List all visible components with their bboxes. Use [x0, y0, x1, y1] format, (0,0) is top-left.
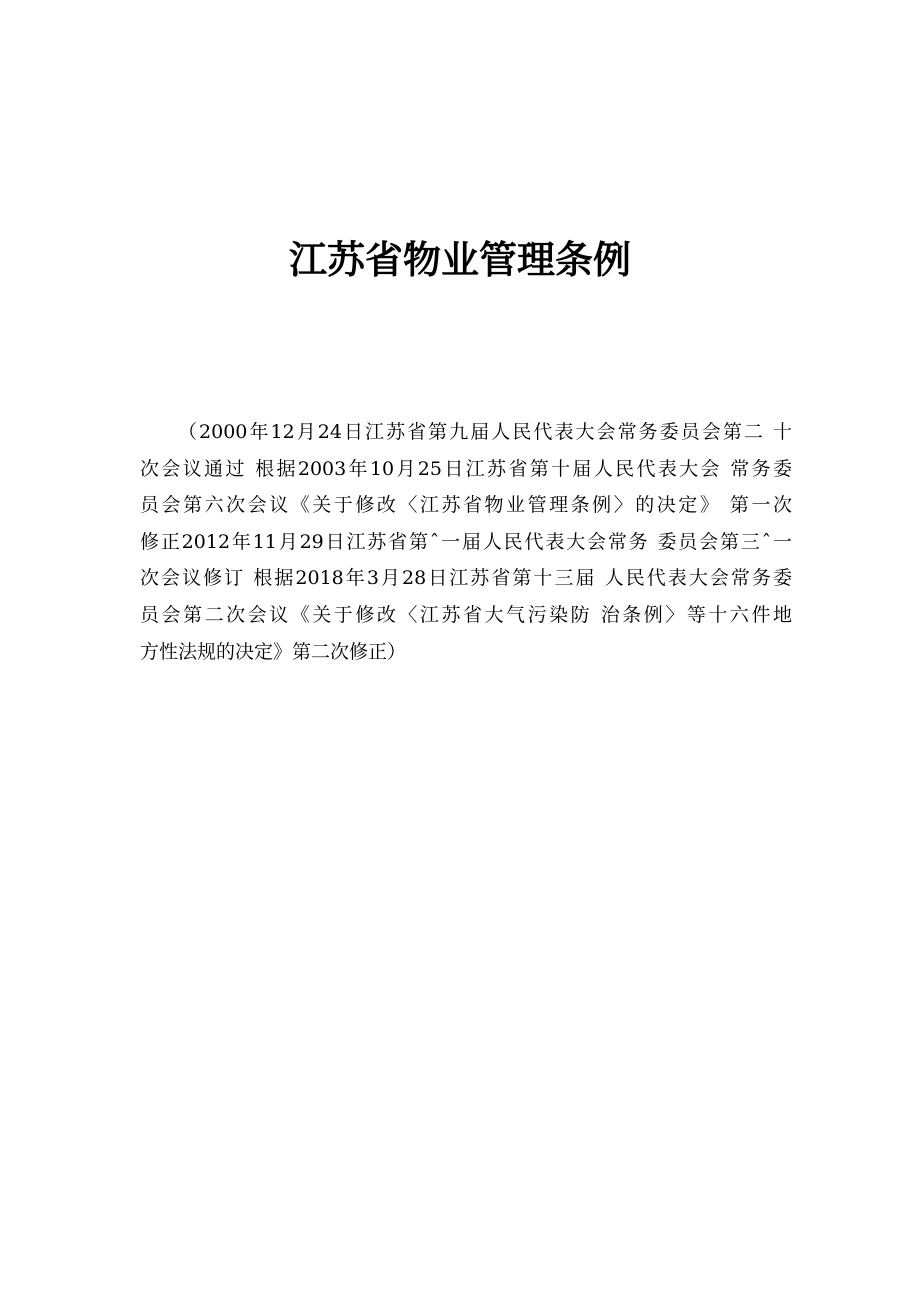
legislative-history-preamble [140, 414, 792, 670]
preamble-line: 方性法规的决定》第二次修正） [140, 640, 407, 663]
preamble-line: （2000年12月24日江苏省第九届人民代表大会常务委员会第二 十 [178, 421, 792, 443]
preamble-line: 次会议通过 根据2003年10月25日江苏省第十届人民代表大会 常务委 [140, 457, 792, 480]
preamble-line: 次会议修订 根据2018年3月28日江苏省第十三届 人民代表大会常务委 [140, 567, 792, 590]
preamble-line: 修正2012年11月29日江苏省第ˆ一届人民代表大会常务 委员会第三ˆ一 [140, 530, 792, 553]
preamble-line: 员会第六次会议《关于修改〈江苏省物业管理条例〉的决定》 第一次 [140, 494, 792, 517]
preamble-line: 员会第二次会议《关于修改〈江苏省大气污染防 治条例〉等十六件地 [140, 603, 792, 626]
document-title: 江苏省物业管理条例 [288, 238, 631, 282]
